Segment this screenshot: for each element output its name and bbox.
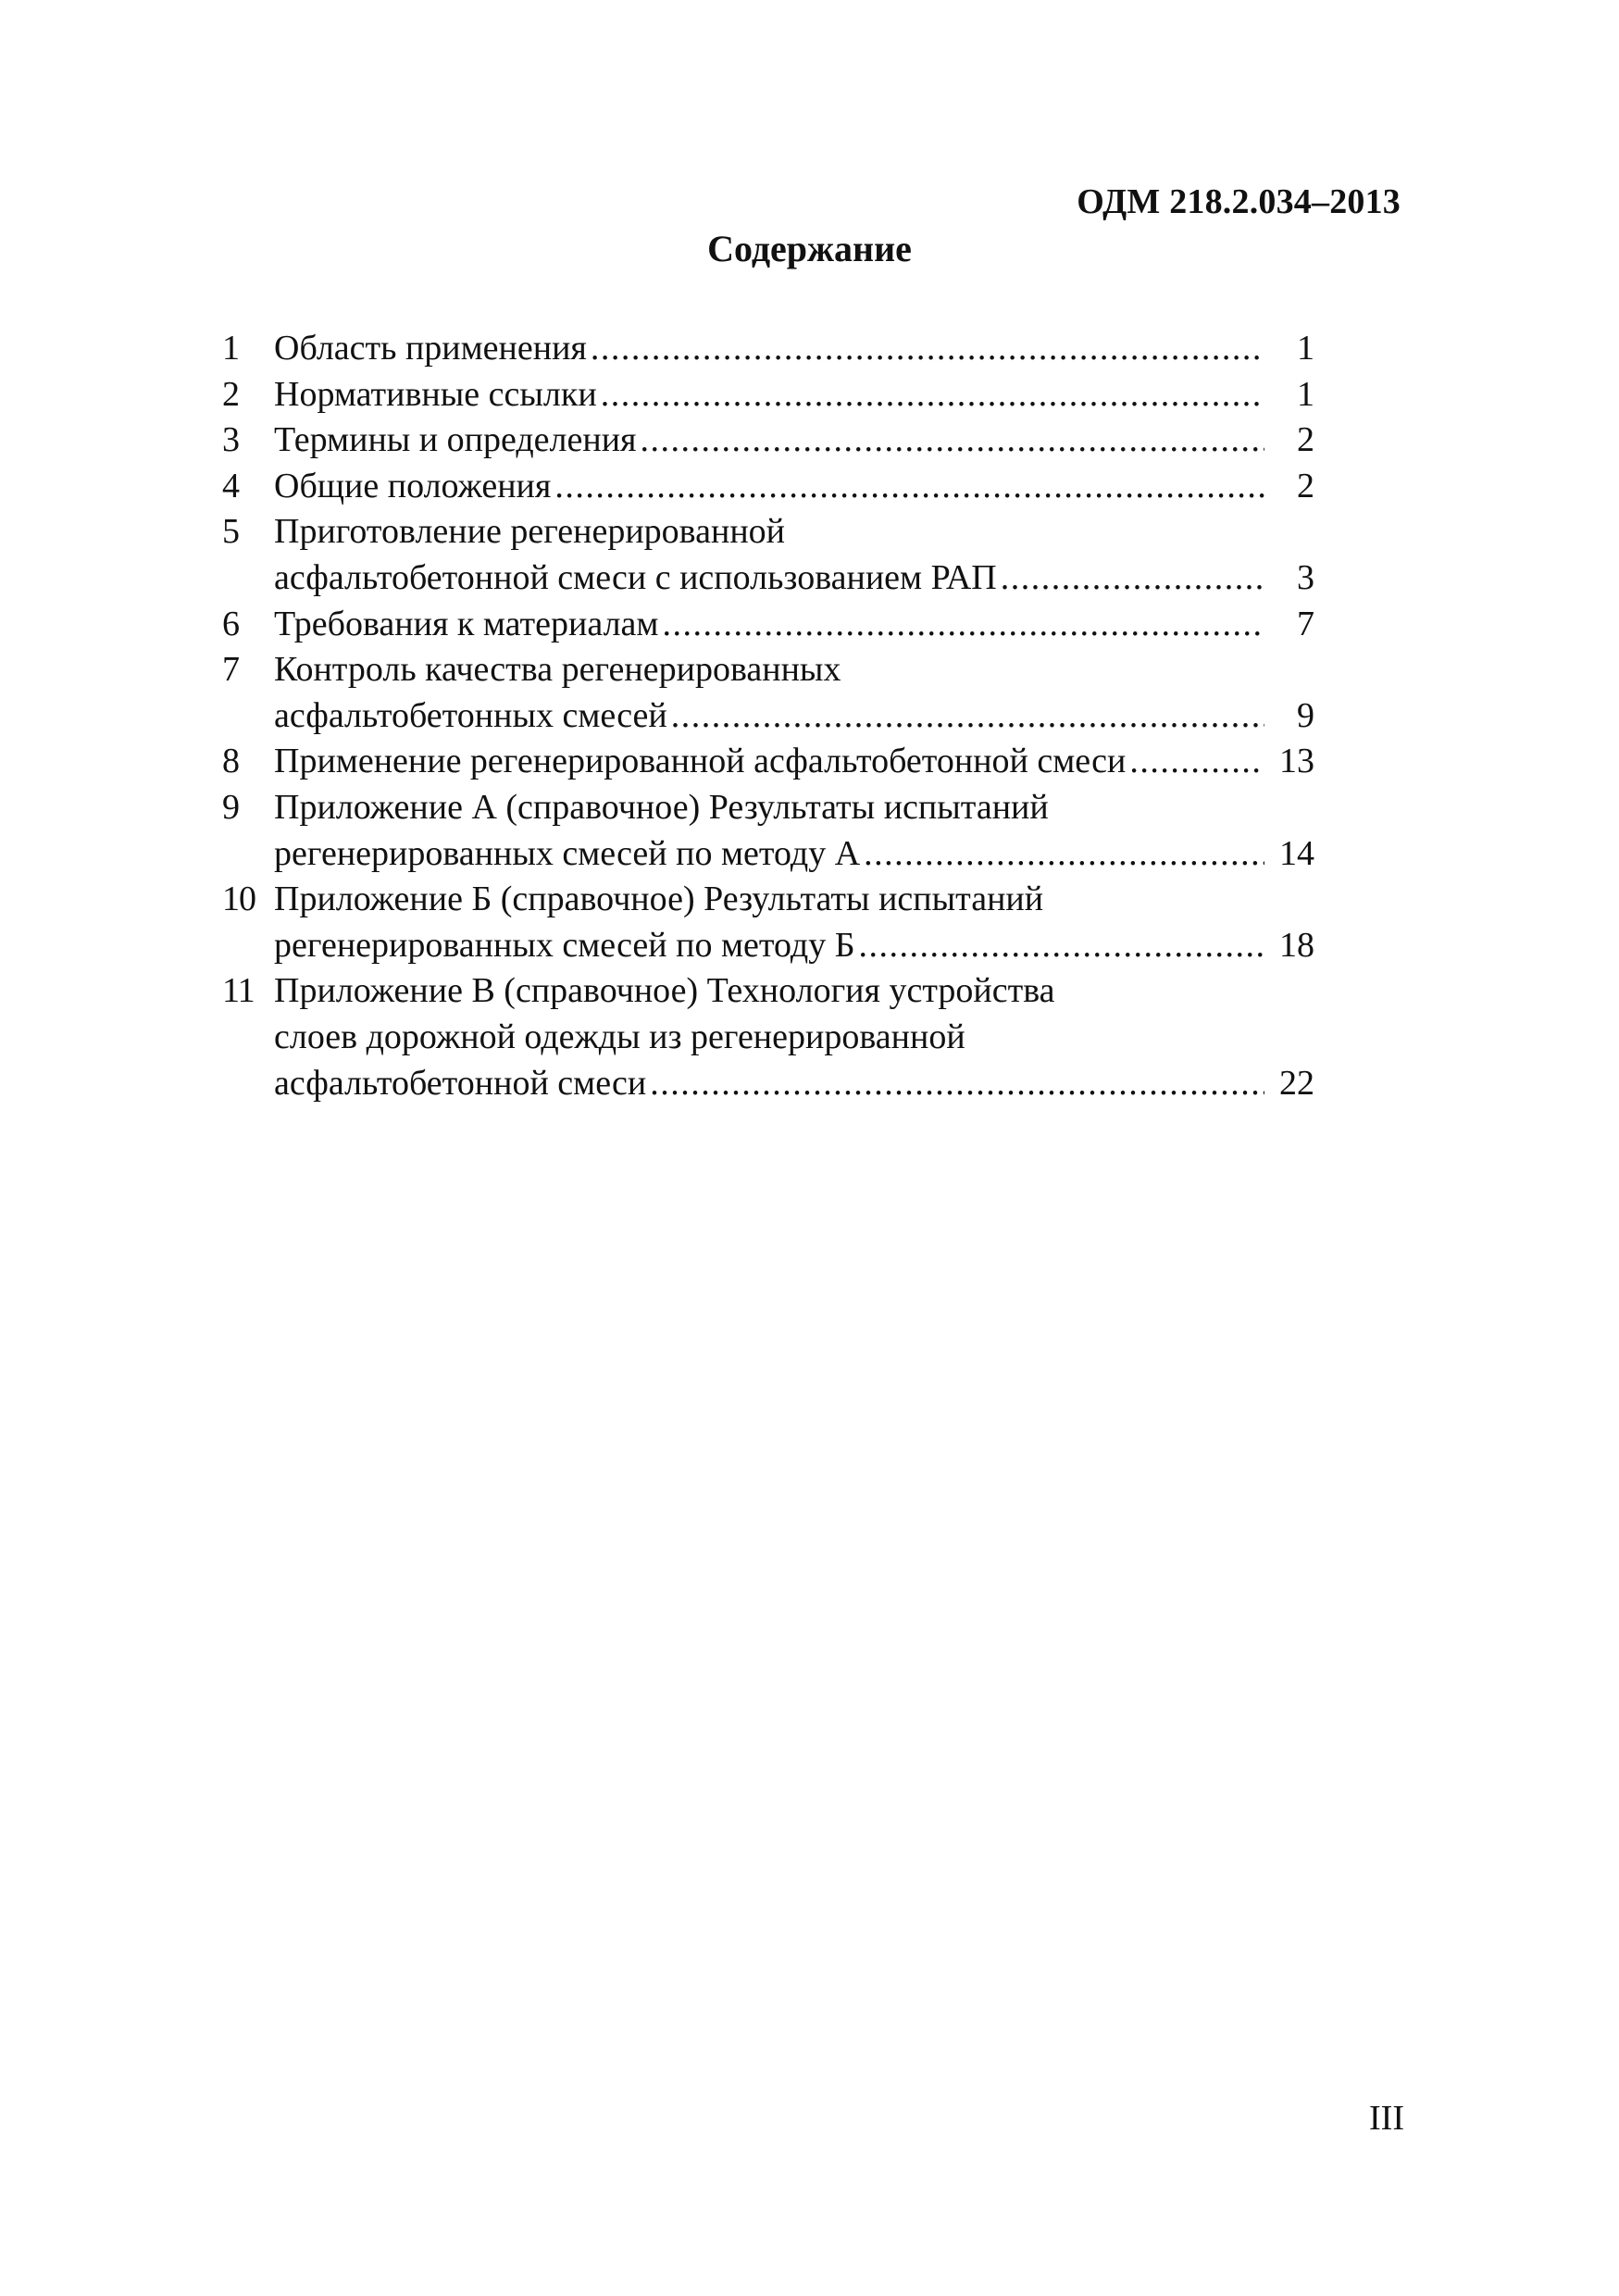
dot-leader (864, 831, 1264, 878)
toc-entry[interactable] (222, 418, 1314, 464)
dot-leader (554, 464, 1264, 510)
toc-entry-page: 7 (1297, 604, 1314, 643)
toc-entry[interactable] (222, 464, 1314, 510)
toc-entry-title-line: Область применения (274, 329, 587, 368)
dot-leader (591, 326, 1264, 372)
dot-leader (1001, 555, 1264, 602)
toc-entry-page: 13 (1279, 742, 1314, 781)
toc-entry-title-line: Приложение В (справочное) Технология устройства (274, 971, 1055, 1011)
toc-entry-number: 8 (222, 742, 240, 781)
toc-entry-page: 18 (1279, 925, 1314, 965)
toc-entry-number: 11 (222, 971, 255, 1011)
toc-entry-page: 2 (1297, 420, 1314, 460)
document-code: ОДМ 218.2.034–2013 (1077, 182, 1401, 221)
toc-title: Содержание (707, 228, 912, 269)
toc-entry-number: 4 (222, 466, 240, 505)
toc-entry-number: 1 (222, 329, 240, 368)
toc-entry-title-line: Требования к материалам (274, 604, 659, 643)
toc-entry-title-line: Контроль качества регенерированных (274, 650, 841, 690)
toc-entry[interactable] (222, 968, 1314, 1106)
toc-entry[interactable] (222, 602, 1314, 648)
dot-leader (641, 418, 1264, 464)
toc-entry-page: 1 (1297, 374, 1314, 414)
toc-entry-page: 9 (1297, 695, 1314, 735)
dot-leader (1129, 739, 1264, 785)
toc-entry-number: 10 (222, 880, 255, 919)
toc-entry-title-line: асфальтобетонной смеси с использованием РАП (274, 557, 997, 597)
toc-entry-number: 6 (222, 604, 240, 643)
toc-entry[interactable] (222, 509, 1314, 601)
toc-entry-title-line: слоев дорожной одежды из регенерированной (274, 1017, 965, 1056)
toc-entry[interactable] (222, 647, 1314, 739)
toc-entry[interactable] (222, 785, 1314, 877)
toc-entry-title-line: Применение регенерированной асфальтобетонной смеси (274, 742, 1127, 781)
toc-entry[interactable] (222, 739, 1314, 785)
table-of-contents (222, 326, 1314, 1106)
toc-entry-title-line: Общие положения (274, 466, 552, 505)
toc-entry-title-line: Термины и определения (274, 420, 637, 460)
toc-entry-title-line: асфальтобетонных смесей (274, 695, 667, 735)
dot-leader (601, 372, 1264, 418)
toc-entry-page: 14 (1279, 833, 1314, 873)
toc-entry-title-line: Приготовление регенерированной (274, 512, 786, 552)
toc-entry-number: 9 (222, 787, 240, 827)
toc-entry-page: 22 (1279, 1063, 1314, 1103)
dot-leader (859, 923, 1264, 969)
toc-entry[interactable] (222, 326, 1314, 372)
toc-entry-page: 2 (1297, 466, 1314, 505)
toc-entry-number: 7 (222, 650, 240, 690)
toc-entry[interactable] (222, 877, 1314, 968)
dot-leader (662, 602, 1264, 648)
toc-entry-title-line: регенерированных смесей по методу Б (274, 925, 855, 965)
toc-entry[interactable] (222, 372, 1314, 418)
dot-leader (650, 1061, 1264, 1107)
toc-entry-number: 5 (222, 512, 240, 552)
toc-entry-page: 3 (1297, 557, 1314, 597)
page-number: III (1369, 2099, 1404, 2138)
toc-entry-page: 1 (1297, 329, 1314, 368)
toc-entry-title-line: Нормативные ссылки (274, 374, 597, 414)
toc-entry-title-line: регенерированных смесей по методу А (274, 833, 861, 873)
toc-entry-number: 2 (222, 374, 240, 414)
toc-entry-title-line: Приложение А (справочное) Результаты испытаний (274, 787, 1049, 827)
dot-leader (671, 693, 1264, 740)
toc-entry-number: 3 (222, 420, 240, 460)
toc-entry-title-line: Приложение Б (справочное) Результаты испытаний (274, 880, 1044, 919)
toc-entry-title-line: асфальтобетонной смеси (274, 1063, 647, 1103)
